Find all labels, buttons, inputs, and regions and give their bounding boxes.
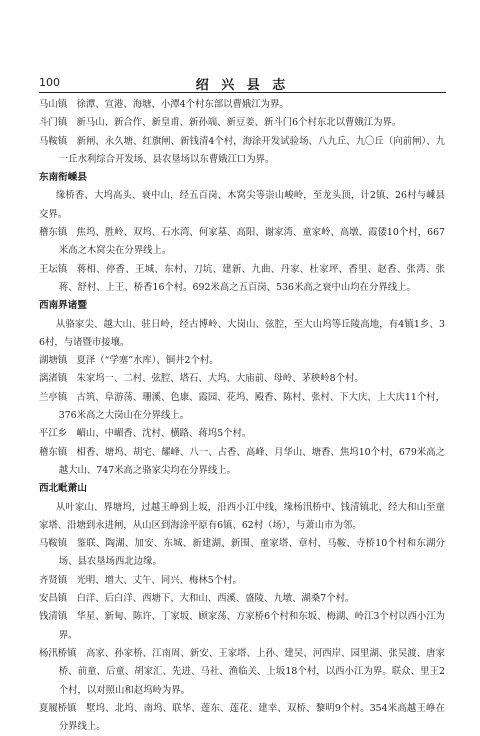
town-entry xyxy=(39,114,445,132)
village-list: 新闸、永久塘、红旗闸、新钱清4个村，海涂开发试验场、八九丘、九〇丘（向前闸）、九一丘水利综合开发场、县农垦场以东曹娥江口为界。 xyxy=(58,135,445,165)
village-list: 墅坞、北坞、南坞、联华、莲东、莲花、建幸、双桥、黎明9个村。354米高越王峥在分界线上。 xyxy=(58,702,445,733)
town-entry xyxy=(39,535,445,572)
village-list: 蒋相、停香、王城、东村、刀坑、建新、九曲、丹家、杜家坪、香里、赵香、张湾、张蒋、舒村、上王、桥香16个村。692米高之五百岗、536米高之衰中山均在分界线上。 xyxy=(58,263,445,293)
town-name: 钱清镇 xyxy=(39,611,68,623)
village-list: 夏泽（“学塞”水库）、铜井2个村。 xyxy=(76,355,219,367)
village-list: 鉴联、陶湖、加安、东城、新建湖、新围、童家塔、章村、马鞍、寺桥10个村和东湖分场、县农垦场西北边缘。 xyxy=(58,538,445,568)
town-entry xyxy=(39,645,445,700)
town-entry xyxy=(39,608,445,645)
town-name: 马鞍镇 xyxy=(39,538,68,550)
town-entry xyxy=(39,572,445,590)
village-list: 嵋山、中嵋香、沈村、横路、蒋坞5个村。 xyxy=(76,428,252,440)
town-entry xyxy=(39,224,445,261)
village-list: 光明、增大、丈午、同兴、梅林5个村。 xyxy=(76,574,242,586)
town-entry xyxy=(39,700,445,736)
town-name: 漓渚镇 xyxy=(39,373,68,385)
section-heading: 西南界诸暨 xyxy=(39,300,87,312)
town-entry xyxy=(39,590,445,608)
town-entry xyxy=(39,425,445,443)
town-name: 兰亭镇 xyxy=(39,391,68,403)
town-name: 马山镇 xyxy=(39,99,68,110)
town-entry xyxy=(39,370,445,388)
book-title: 绍 兴 县 志 xyxy=(195,78,290,93)
town-entry xyxy=(39,352,445,370)
village-list: 焦坞、胜岭、双坞、石水湾、何家墓、高阳、谢家湾、童家岭、高墩、霞倭10个村，667米高之木窝尖在分界线上。 xyxy=(58,227,445,257)
header-rule xyxy=(39,92,446,93)
town-entry xyxy=(39,261,445,298)
village-list: 古筑、阜游荡、珊溪、色康、霞园、花坞、殿香、陈村、张村、下大庆、上大庆11个村，376米高之大岗山在分界线上。 xyxy=(58,391,445,422)
town-name: 稽东镇 xyxy=(39,227,68,239)
village-list: 徐潭、宣港、海塘、小潭4个村东部以曹娥江为界。 xyxy=(76,99,289,110)
town-name: 齐贤镇 xyxy=(39,574,68,586)
town-name: 王坛镇 xyxy=(39,263,68,275)
town-name: 湖塘镇 xyxy=(39,355,68,367)
town-entry xyxy=(39,389,445,426)
section-heading: 东南衔嵊县 xyxy=(39,172,87,184)
village-list: 新马山、新合作、新皇甫、新孙端、新豆姜、新斗门6个村东北以曹娥江为界。 xyxy=(76,117,402,129)
village-list: 高家、孙家桥、江南周、新安、王家塔、上孙、建吴、河西岸、园里湖、张吴渡、唐家桥、前童、后童、胡家汇、先进、马社、渔临关、上坂18个村，以西小江为界。联众、里王2个村，以对照山和赵坞岭为界。 xyxy=(58,647,445,696)
town-name: 斗门镇 xyxy=(39,117,68,129)
town-name: 杨汛桥镇 xyxy=(39,647,77,659)
page-number: 100 xyxy=(39,76,60,89)
section-heading: 西北毗萧山 xyxy=(39,483,87,495)
town-entry xyxy=(39,96,445,114)
village-list: 华星、新甸、陈许、丁家坂、顾家荡、方家桥6个村和东坂、梅湖、岭江3个村以西小江为界。 xyxy=(58,611,445,641)
town-name: 安昌镇 xyxy=(39,593,68,605)
village-list: 朱家坞一、二村、弦腔、塔石、大坞、大庙前、母岭、茅秧岭8个村。 xyxy=(76,373,364,385)
town-entry xyxy=(39,133,445,170)
paragraph: 从叶家山、界塘坞，过越王峥到上坂，沿西小江中线，缘杨汛桥中、钱清镇北，经大和山至童家塔、沿塘到永进闸，从山区到海涂平原有6镇、62村（场），与萧山市为邻。 xyxy=(39,501,445,531)
paragraph: 缘桥香、大坞高头、衰中山，经五百岗、木窝尖等崇山峻岭，至龙头顶，计2镇、26村与嵊县交界。 xyxy=(39,190,445,220)
village-list: 白洋、后白洋、西塘下、大和山、西溪、盛陵、九墩、湖桑7个村。 xyxy=(76,593,355,605)
paragraph: 从骆家尖、越大山、驻日岭，经古博岭、大岗山、弦腔，至大山坞等丘陵高地，有4镇1乡、36村，与诸暨市接壤。 xyxy=(39,318,445,348)
town-name: 夏履桥镇 xyxy=(39,702,77,714)
body-text xyxy=(39,96,445,736)
town-name: 马鞍镇 xyxy=(39,135,68,147)
running-header xyxy=(39,74,446,92)
village-list: 相香、塘坞、胡宅、耀峰、八一、占香、高峰、月华山、塘香、焦坞10个村，679米高之越大山、747米高之骆家尖均在分界线上。 xyxy=(58,446,445,476)
town-name: 稽东镇 xyxy=(39,446,68,458)
town-name: 平江乡 xyxy=(39,428,68,440)
town-entry xyxy=(39,444,445,481)
